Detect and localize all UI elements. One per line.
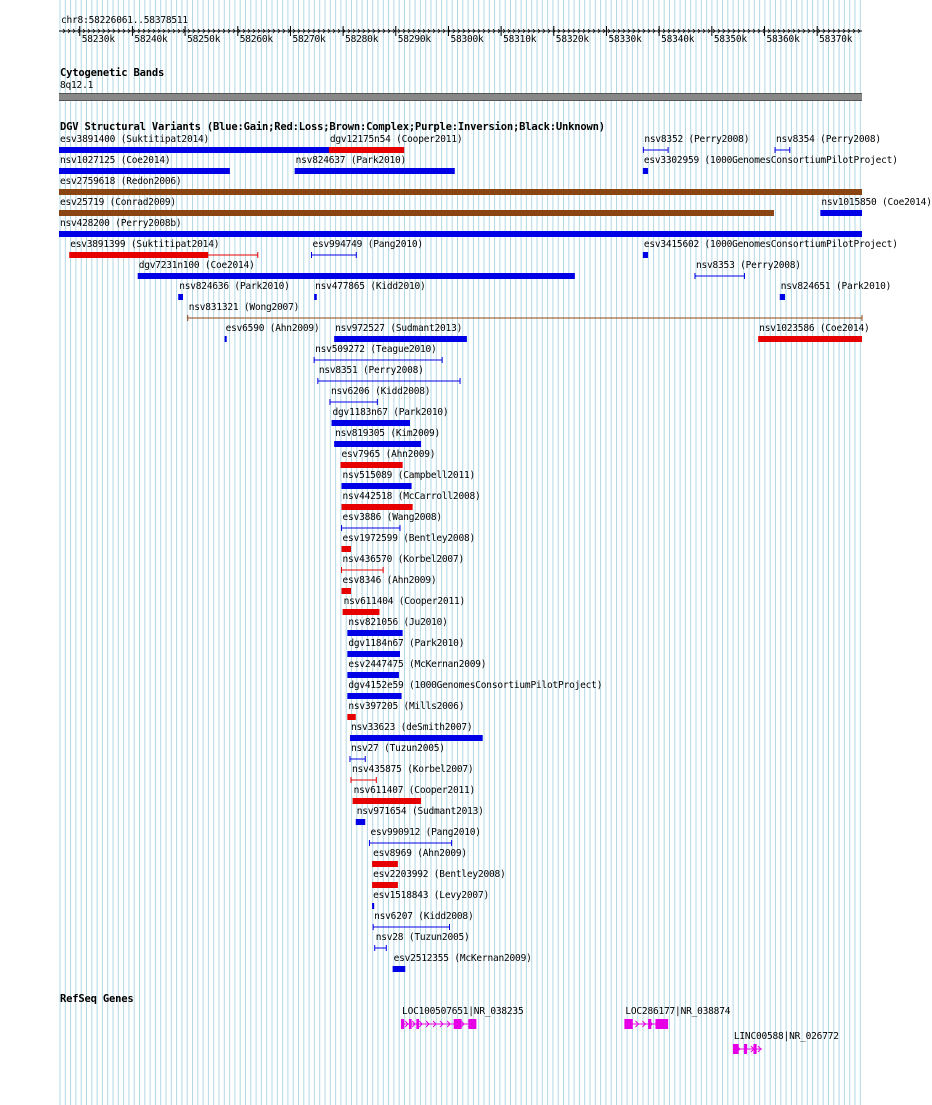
gene-exon[interactable] <box>401 1019 404 1029</box>
dgv-feature-label[interactable]: nsv1027125 (Coe2014) <box>60 155 171 166</box>
dgv-feature-label[interactable]: esv2512355 (McKernan2009) <box>393 953 532 964</box>
dgv-feature-label[interactable]: esv2203992 (Bentley2008) <box>373 869 506 880</box>
gene-exon[interactable] <box>648 1019 651 1029</box>
ruler-tick-label: 58330k <box>608 34 642 45</box>
dgv-feature-label[interactable]: nsv6207 (Kidd2008) <box>374 911 474 922</box>
ruler-tick-label: 58370k <box>819 34 853 45</box>
dgv-feature-label[interactable]: esv3302959 (1000GenomesConsortiumPilotProject) <box>643 155 898 166</box>
dgv-feature-label[interactable]: nsv8351 (Perry2008) <box>318 365 424 376</box>
dgv-feature-label[interactable]: nsv509272 (Teague2010) <box>315 344 437 355</box>
gene-exon[interactable] <box>468 1019 476 1029</box>
ruler-tick-label: 58320k <box>555 34 589 45</box>
dgv-feature-label[interactable]: esv8346 (Ahn2009) <box>342 575 437 586</box>
dgv-feature-label[interactable]: dgv1184n67 (Park2010) <box>348 638 465 649</box>
dgv-feature-label[interactable]: nsv27 (Tuzun2005) <box>350 743 445 754</box>
ruler-tick-label: 58280k <box>345 34 379 45</box>
dgv-feature-label[interactable]: nsv819305 (Kim2009) <box>335 428 441 439</box>
ruler-tick-label: 58310k <box>503 34 537 45</box>
dgv-feature-label[interactable]: esv25719 (Conrad2009) <box>60 197 176 208</box>
dgv-feature-label[interactable]: nsv8354 (Perry2008) <box>776 134 881 145</box>
ruler-tick-label: 58260k <box>239 34 273 45</box>
dgv-feature-label[interactable]: esv8969 (Ahn2009) <box>373 848 467 859</box>
dgv-feature-label[interactable]: esv3891399 (Suktitipat2014) <box>70 239 220 250</box>
ruler-tick-label: 58250k <box>187 34 221 45</box>
dgv-feature-label[interactable]: esv6590 (Ahn2009) <box>225 323 320 334</box>
dgv-feature-label[interactable]: nsv515089 (Campbell2011) <box>342 470 475 481</box>
gene-exon[interactable] <box>655 1019 668 1029</box>
dgv-feature-label[interactable]: esv994749 (Pang2010) <box>312 239 423 250</box>
dgv-feature-label[interactable]: nsv28 (Tuzun2005) <box>375 932 470 943</box>
dgv-feature-label[interactable]: esv1972599 (Bentley2008) <box>342 533 475 544</box>
cytoband-track-title: Cytogenetic Bands <box>60 67 165 79</box>
dgv-feature-label[interactable]: nsv971654 (Sudmant2013) <box>356 806 484 817</box>
dgv-feature-label[interactable]: dgv4152e59 (1000GenomesConsortiumPilotProject) <box>348 680 603 691</box>
dgv-feature-label[interactable]: esv3886 (Wang2008) <box>342 512 442 523</box>
dgv-feature-label[interactable]: nsv611407 (Cooper2011) <box>353 785 476 796</box>
gene-exon[interactable] <box>416 1019 419 1029</box>
dgv-feature-label[interactable]: nsv821056 (Ju2010) <box>348 617 448 628</box>
gene-exon[interactable] <box>744 1044 747 1054</box>
ruler-tick-label: 58230k <box>81 34 115 45</box>
ruler-tick-label: 58240k <box>134 34 168 45</box>
refseq-track-title: RefSeq Genes <box>60 993 134 1005</box>
gene-exon[interactable] <box>409 1019 412 1029</box>
dgv-feature-label[interactable]: nsv436570 (Korbel2007) <box>342 554 464 565</box>
ruler-tick-label: 58340k <box>661 34 695 45</box>
gene-exon[interactable] <box>753 1044 756 1054</box>
dgv-feature-label[interactable]: nsv8353 (Perry2008) <box>695 260 801 271</box>
ruler-coordinates: chr8:58226061..58378511 <box>61 15 188 26</box>
refseq-gene-label[interactable]: LOC286177|NR_038874 <box>625 1006 731 1017</box>
dgv-feature-label[interactable]: nsv972527 (Sudmant2013) <box>335 323 463 334</box>
dgv-feature-label[interactable]: nsv442518 (McCarroll2008) <box>342 491 481 502</box>
dgv-feature-label[interactable]: nsv397205 (Mills2006) <box>348 701 465 712</box>
dgv-feature-label[interactable]: nsv831321 (Wong2007) <box>188 302 300 313</box>
dgv-feature-label[interactable]: esv2447475 (McKernan2009) <box>348 659 487 670</box>
ruler-tick-label: 58290k <box>397 34 431 45</box>
dgv-feature-label[interactable]: esv3891400 (Suktitipat2014) <box>60 134 210 145</box>
refseq-gene-label[interactable]: LOC100507651|NR_038235 <box>402 1006 524 1017</box>
dgv-feature-label[interactable]: nsv8352 (Perry2008) <box>644 134 750 145</box>
dgv-feature-label[interactable]: nsv824637 (Park2010) <box>295 155 407 166</box>
dgv-feature-label[interactable]: esv990912 (Pang2010) <box>370 827 481 838</box>
gene-exon[interactable] <box>454 1019 462 1029</box>
ruler-tick-label: 58360k <box>766 34 800 45</box>
refseq-gene-label[interactable]: LINC00588|NR_026772 <box>733 1031 839 1042</box>
dgv-feature-label[interactable]: dgv12175n54 (Cooper2011) <box>329 134 463 145</box>
dgv-feature-label[interactable]: dgv1183n67 (Park2010) <box>332 407 449 418</box>
dgv-feature-label[interactable]: nsv824636 (Park2010) <box>179 281 290 292</box>
dgv-feature-label[interactable]: nsv428200 (Perry2008b) <box>60 218 182 229</box>
dgv-feature-label[interactable]: nsv6206 (Kidd2008) <box>330 386 431 397</box>
dgv-feature-label[interactable]: nsv611404 (Cooper2011) <box>343 596 466 607</box>
dgv-feature-label[interactable]: esv2759618 (Redon2006) <box>60 176 182 187</box>
ruler-tick-label: 58350k <box>713 34 747 45</box>
gene-exon[interactable] <box>624 1019 632 1029</box>
dgv-track-title: DGV Structural Variants (Blue:Gain;Red:Loss;Brown:Complex;Purple:Inversion;Black:Unknown) <box>60 121 605 133</box>
dgv-feature-label[interactable]: esv7965 (Ahn2009) <box>341 449 436 460</box>
dgv-feature-label[interactable]: nsv824651 (Park2010) <box>780 281 892 292</box>
dgv-feature-label[interactable]: dgv7231n100 (Coe2014) <box>138 260 255 271</box>
dgv-feature-label[interactable]: esv3415602 (1000GenomesConsortiumPilotProject) <box>643 239 898 250</box>
gene-exon[interactable] <box>733 1044 739 1054</box>
dgv-feature-label[interactable]: nsv1015850 (Coe2014) <box>821 197 932 208</box>
dgv-feature-label[interactable]: nsv1023586 (Coe2014) <box>759 323 870 334</box>
cytoband-label: 8q12.1 <box>60 80 94 91</box>
dgv-feature-label[interactable]: nsv33623 (deSmith2007) <box>350 722 473 733</box>
dgv-feature-label[interactable]: nsv477865 (Kidd2010) <box>315 281 426 292</box>
ruler-tick-label: 58270k <box>292 34 326 45</box>
dgv-feature-label[interactable]: nsv435875 (Korbel2007) <box>352 764 474 775</box>
dgv-feature-label[interactable]: esv1518843 (Levy2007) <box>373 890 489 901</box>
ruler-tick-label: 58300k <box>450 34 484 45</box>
